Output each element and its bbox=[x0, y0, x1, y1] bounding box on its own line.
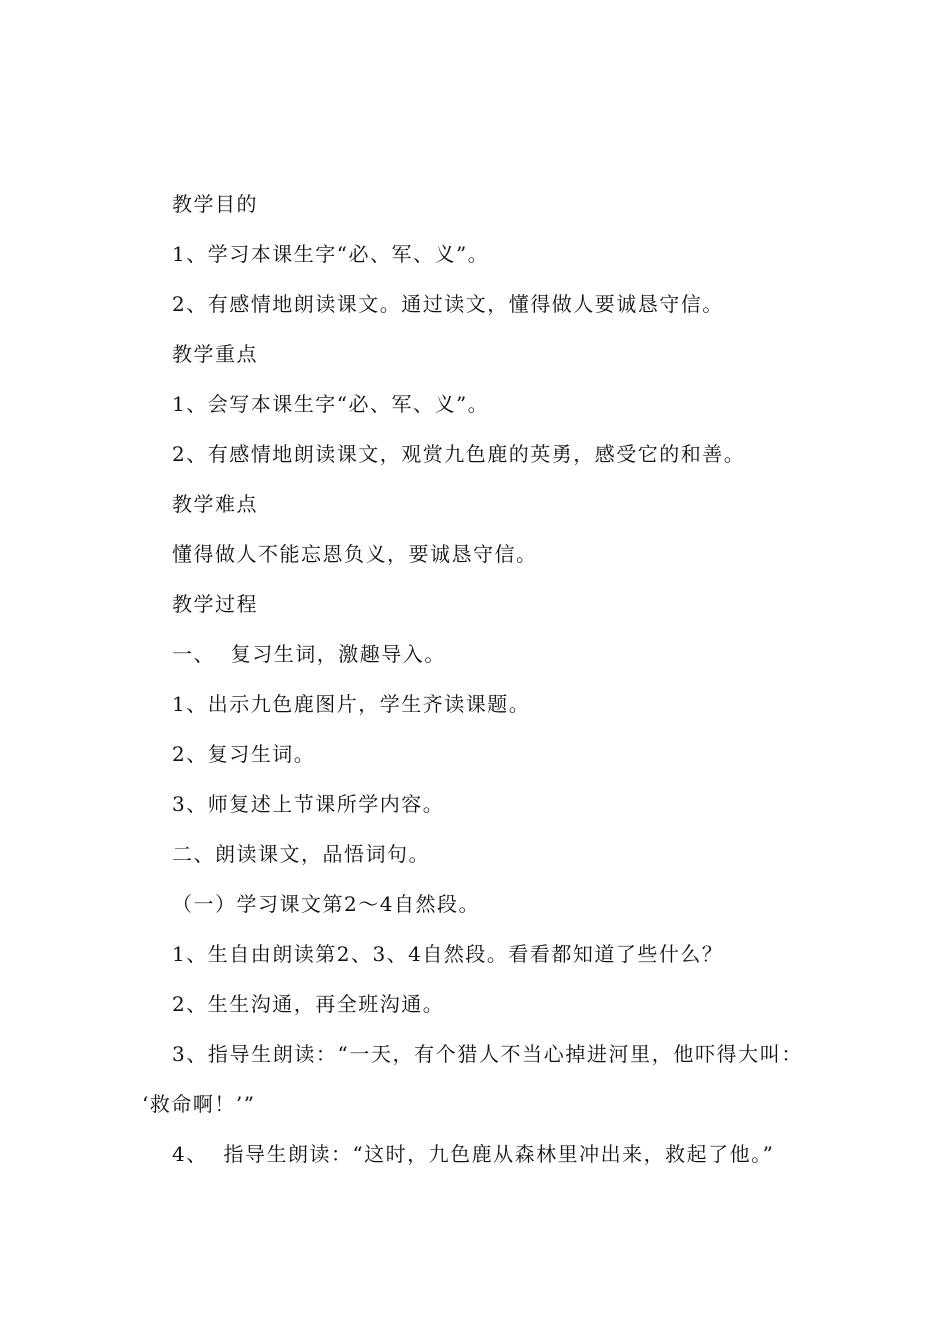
process-step-2-3-continued: ‘救命啊！’” bbox=[142, 1092, 256, 1116]
process-step-2-4: 4、 指导生朗读：“这时，九色鹿从森林里冲出来，救起了他。” bbox=[172, 1142, 775, 1166]
heading-teaching-process: 教学过程 bbox=[172, 592, 258, 616]
process-section-2: 二、朗读课文，品悟词句。 bbox=[172, 842, 430, 866]
process-section-1: 一、 复习生词，激趣导入。 bbox=[172, 642, 446, 666]
heading-teaching-difficulty: 教学难点 bbox=[172, 492, 258, 516]
process-step-2-3: 3、指导生朗读：“一天，有个猎人不当心掉进河里，他吓得大叫： bbox=[172, 1042, 803, 1066]
focus-item-1: 1、会写本课生字“必、军、义”。 bbox=[172, 392, 490, 416]
heading-teaching-objectives: 教学目的 bbox=[172, 192, 258, 216]
process-step-2-2: 2、生生沟通，再全班沟通。 bbox=[172, 992, 445, 1016]
process-step-1-1: 1、出示九色鹿图片，学生齐读课题。 bbox=[172, 692, 531, 716]
process-subsection-1: （一）学习课文第2～4自然段。 bbox=[172, 892, 480, 916]
focus-item-2: 2、有感情地朗读课文，观赏九色鹿的英勇，感受它的和善。 bbox=[172, 442, 746, 466]
difficulty-text: 懂得做人不能忘恩负义，要诚恳守信。 bbox=[172, 542, 538, 566]
heading-teaching-focus: 教学重点 bbox=[172, 342, 258, 366]
process-step-1-2: 2、复习生词。 bbox=[172, 742, 316, 766]
process-step-2-1: 1、生自由朗读第2、3、4自然段。看看都知道了些什么？ bbox=[172, 942, 724, 966]
lesson-plan-text bbox=[138, 186, 828, 1186]
objective-item-2: 2、有感情地朗读课文。通过读文，懂得做人要诚恳守信。 bbox=[172, 292, 724, 316]
process-step-1-3: 3、师复述上节课所学内容。 bbox=[172, 792, 445, 816]
objective-item-1: 1、学习本课生字“必、军、义”。 bbox=[172, 242, 490, 266]
